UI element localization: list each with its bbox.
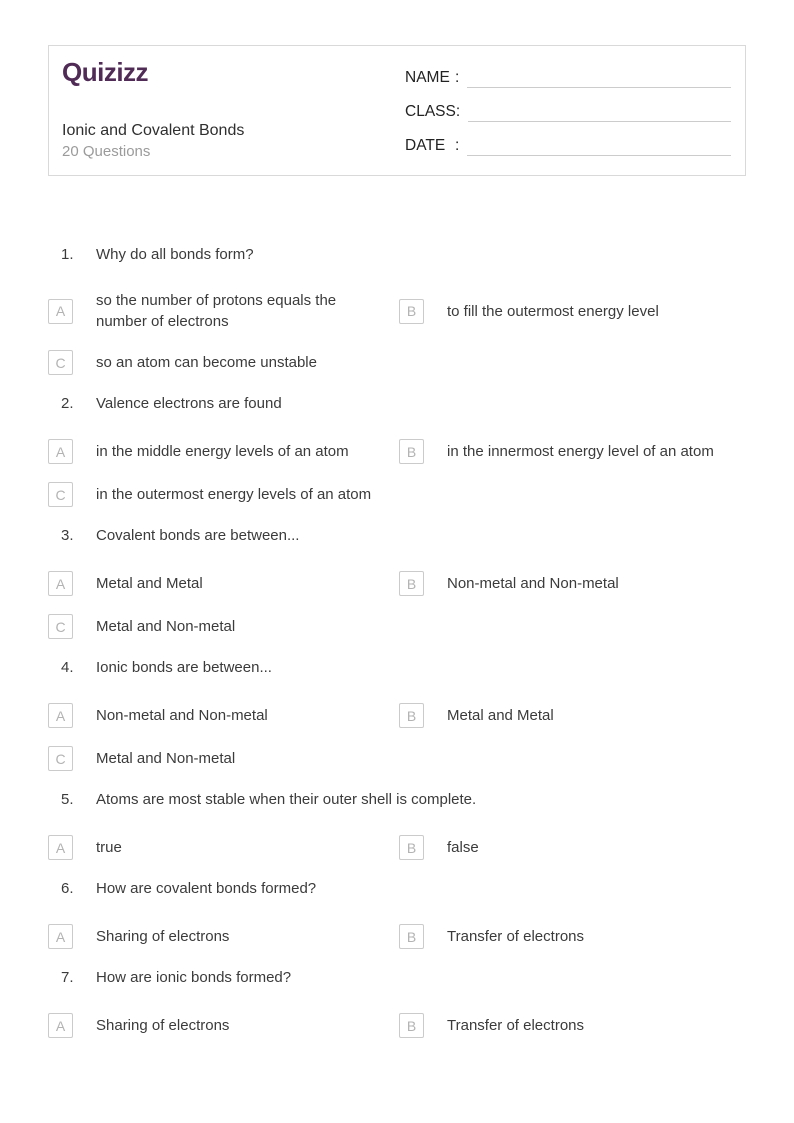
answer-option-a [48, 290, 399, 332]
answer-option-a [48, 1013, 399, 1038]
options-grid [48, 924, 746, 949]
question-row [48, 393, 746, 414]
option-letter-box: A [48, 703, 73, 728]
worksheet-header [48, 45, 746, 176]
option-text: Non-metal and Non-metal [96, 707, 268, 724]
quizizz-logo: Quizizz [62, 57, 149, 87]
option-text: Metal and Metal [447, 707, 554, 724]
option-text: Sharing of electrons [96, 1017, 230, 1034]
option-letter-box: C [48, 350, 73, 375]
name-field-row [405, 66, 731, 88]
option-text: so the number of protons equals the number of electrons [96, 292, 337, 330]
answer-option-c [48, 746, 399, 771]
answer-option-a [48, 571, 399, 596]
question-number: 7. [61, 969, 74, 986]
answer-option-c [48, 482, 399, 507]
options-grid [48, 290, 746, 375]
question-number: 2. [61, 395, 74, 412]
answer-option-c [48, 350, 399, 375]
option-text: to fill the outermost energy level [447, 302, 659, 320]
worksheet-title: Ionic and Covalent Bonds [62, 122, 245, 139]
option-text: Metal and Non-metal [96, 618, 236, 635]
option-text: Transfer of electrons [447, 928, 584, 945]
option-text: Non-metal and Non-metal [447, 575, 619, 592]
question-text: Covalent bonds are between... [96, 527, 300, 544]
date-field-colon: : [455, 137, 460, 154]
option-letter-box: B [399, 1013, 424, 1038]
question-count: 20 Questions [62, 143, 151, 160]
answer-option-b [399, 1013, 746, 1038]
option-letter-box: C [48, 746, 73, 771]
answer-option-a [48, 835, 399, 860]
option-letter-box: B [399, 703, 424, 728]
question-text: How are ionic bonds formed? [96, 969, 292, 986]
options-grid [48, 1013, 746, 1038]
question-number: 6. [61, 880, 74, 897]
date-field-line [467, 138, 731, 156]
question-6 [48, 878, 746, 949]
option-letter-box: B [399, 924, 424, 949]
answer-option-a [48, 439, 399, 464]
option-text: in the innermost energy level of an atom [447, 443, 714, 460]
answer-option-b [399, 571, 746, 596]
question-5 [48, 789, 746, 860]
answer-option-b [399, 703, 746, 728]
question-text: Ionic bonds are between... [96, 659, 272, 676]
questions-list [48, 176, 746, 1038]
question-7 [48, 967, 746, 1038]
question-1 [48, 244, 746, 375]
answer-option-a [48, 924, 399, 949]
name-field-label: NAME [405, 69, 450, 86]
question-text: Valence electrons are found [96, 395, 282, 412]
option-letter-box: B [399, 439, 424, 464]
question-text: Why do all bonds form? [96, 246, 254, 263]
question-row [48, 657, 746, 678]
option-text: Transfer of electrons [447, 1017, 584, 1034]
question-row [48, 525, 746, 546]
option-text: Sharing of electrons [96, 928, 230, 945]
answer-option-b [399, 924, 746, 949]
option-letter-box: B [399, 571, 424, 596]
options-grid [48, 703, 746, 771]
answer-option-a [48, 703, 399, 728]
options-grid [48, 439, 746, 507]
option-letter-box: A [48, 299, 73, 324]
class-field-label: CLASS [405, 103, 456, 120]
header-left [62, 58, 244, 162]
class-field-row [405, 100, 731, 122]
name-field-line [467, 70, 731, 88]
option-text: Metal and Metal [96, 575, 203, 592]
question-2 [48, 393, 746, 507]
option-text: false [447, 839, 479, 856]
question-text: How are covalent bonds formed? [96, 880, 317, 897]
option-letter-box: A [48, 924, 73, 949]
options-grid [48, 835, 746, 860]
date-field-label: DATE [405, 137, 446, 154]
answer-option-b [399, 835, 746, 860]
question-3 [48, 525, 746, 639]
question-number: 4. [61, 659, 74, 676]
question-text: Atoms are most stable when their outer shell is complete. [96, 791, 477, 808]
option-text: in the outermost energy levels of an atom [96, 486, 372, 503]
option-letter-box: B [399, 299, 424, 324]
option-letter-box: A [48, 1013, 73, 1038]
class-field-colon: : [455, 103, 461, 120]
option-text: so an atom can become unstable [96, 354, 317, 371]
question-row [48, 967, 746, 988]
question-row [48, 789, 746, 810]
option-letter-box: C [48, 614, 73, 639]
option-letter-box: A [48, 835, 73, 860]
option-text: true [96, 839, 122, 856]
option-letter-box: C [48, 482, 73, 507]
question-number: 3. [61, 527, 74, 544]
question-number: 1. [61, 246, 74, 263]
question-number: 5. [61, 791, 74, 808]
option-text: in the middle energy levels of an atom [96, 443, 349, 460]
question-row [48, 878, 746, 899]
options-grid [48, 571, 746, 639]
option-text: Metal and Non-metal [96, 750, 236, 767]
class-field-line [468, 104, 731, 122]
title-block [62, 120, 244, 162]
header-fields [405, 66, 731, 162]
date-field-row [405, 134, 731, 156]
question-row [48, 244, 746, 265]
question-4 [48, 657, 746, 771]
option-letter-box: A [48, 571, 73, 596]
answer-option-c [48, 614, 399, 639]
option-letter-box: B [399, 835, 424, 860]
answer-option-b [399, 439, 746, 464]
option-letter-box: A [48, 439, 73, 464]
name-field-colon: : [455, 69, 460, 86]
answer-option-b [399, 290, 746, 332]
